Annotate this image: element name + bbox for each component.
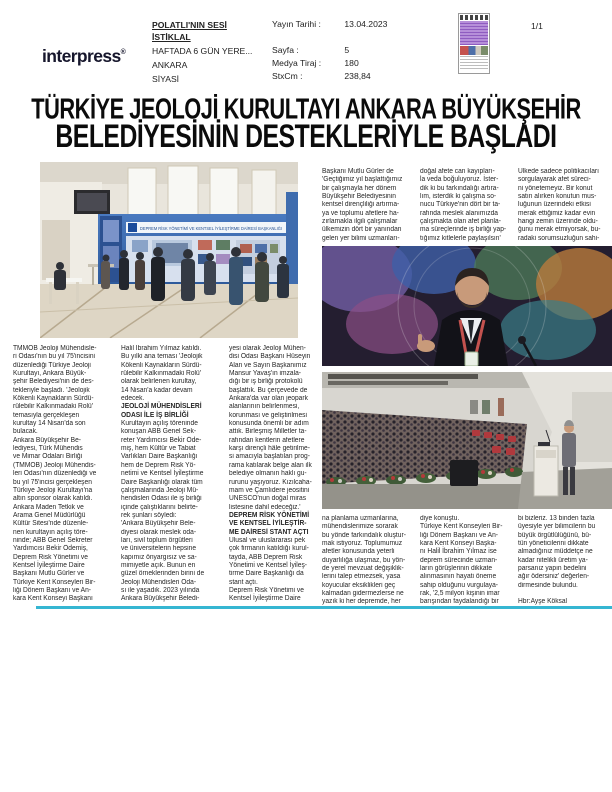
article-line: üyesiyle yer bilimcilerin bu xyxy=(518,523,596,531)
article-line: tığımız kitlelerle paylaşılsın' xyxy=(420,234,501,242)
conference-hall-art xyxy=(322,372,612,509)
article-line: rülebilir Kalkınmadaki Rolü' xyxy=(13,403,94,411)
article-line: Ankara Büyükşehir Beledi- xyxy=(121,595,200,603)
article-line: sorgulayarak afet süreci- xyxy=(518,176,591,184)
article-line: kentsel dirençliliği artırma- xyxy=(322,201,400,209)
registered-mark: ® xyxy=(120,49,126,56)
article-line: kurultay 14 Nisan'da son xyxy=(13,420,86,428)
booth-photo xyxy=(40,162,298,338)
page-thumbnail xyxy=(458,13,490,74)
article-line: VE KENTSEL İYİLEŞTİR- xyxy=(229,520,307,528)
article-line: güzel örneklerinden birini de xyxy=(121,570,205,578)
article-line: tayda, ABB Deprem Risk xyxy=(229,553,303,561)
headline-line1: TÜRKİYE JEOLOJİ KURULTAYI ANKARA BÜYÜKŞEHİR xyxy=(31,93,581,125)
article-line: ve üniversitelerin hepsine xyxy=(121,545,197,553)
article-column-8 xyxy=(420,515,519,608)
article-line: kapımız önyargısız ve sa- xyxy=(121,553,197,561)
article-line: diyesi olarak meslek oda- xyxy=(121,528,197,536)
article-line: ve Mimar Odaları Birliği xyxy=(13,453,83,461)
article-line: nucu Türkiye'nin dört bir ta- xyxy=(420,201,501,209)
article-line: rafında meslek alanımızda xyxy=(420,209,499,217)
article-line: dığı bir iş birliği protokolü xyxy=(229,378,303,386)
article-line: mimiyetle açık. Bunun en xyxy=(121,561,196,569)
article-line: Büyükşehir Belediyesinin xyxy=(322,193,396,201)
article-line: mühendislerimize sorarak xyxy=(322,523,398,531)
meta-stxcm: StxCm : 238,84 xyxy=(272,71,371,81)
article-line: kadar nitelikli üretim ya- xyxy=(518,556,588,564)
article-line: Başkanı Mutlu Gürler ve xyxy=(13,570,85,578)
speaker-portrait-photo xyxy=(322,246,612,366)
article-line: edecek. xyxy=(121,395,145,403)
article-line: stant açtı. xyxy=(229,578,258,586)
article-line: mak istiyoruz. Toplumumuz xyxy=(322,540,403,548)
article-line: Hbr:Ayşe Köksal xyxy=(518,598,568,606)
article-line: Başkanı Mutlu Gürler de xyxy=(322,168,394,175)
article-line: merak ettiğimiz kadar evin xyxy=(518,209,596,217)
article-line: Yardımcısı Bekir Ödemiş, xyxy=(13,545,88,553)
article-line: ya ve toplumu afetlere ha- xyxy=(322,209,399,217)
article-line: satın alırken konutun mus- xyxy=(518,193,597,201)
article-line: sahip olduğunu vurgulaya- xyxy=(420,581,499,589)
article-line: rülebilir Kalkınmadaki Rolü' xyxy=(121,370,202,378)
article-column-4 xyxy=(322,168,421,245)
article-line: Kökenli Kaynakların Sürdü- xyxy=(13,395,94,403)
article-line: DEPREM RİSK YÖNETİMİ xyxy=(229,511,310,519)
article-line: diye konuştu. xyxy=(420,515,460,522)
speaker-portrait-art xyxy=(322,246,612,366)
thumbnail-article-area xyxy=(460,21,488,45)
thumbnail-masthead xyxy=(460,15,488,20)
article-line: ülkemizin dört bir yanından xyxy=(322,226,402,234)
article-line: Ankara Maden Tetkik ve xyxy=(13,503,84,511)
article-line: tekleriyle başladı. 'Jeolojik xyxy=(13,386,90,394)
headline-line2: BELEDİYESİNİN DESTEKLERİYLE BAŞLADI xyxy=(55,119,557,155)
article-line: ma süreçlerinde iş birliği yap- xyxy=(420,226,507,234)
footer-rule xyxy=(36,606,612,609)
article-line: tün yöneticilerini dikkate xyxy=(518,540,589,548)
article-line: kara Kent Konseyi Başka- xyxy=(420,540,497,548)
article-line: 14 Nisan'a kadar devam xyxy=(121,386,193,394)
article-line: Kurultayı, Ankara Büyük- xyxy=(13,370,87,378)
article-column-7 xyxy=(322,515,421,608)
article-line: Arama Genel Müdürlüğü xyxy=(13,511,86,519)
publication-info xyxy=(152,19,264,85)
article-line: Mansur Yavaş'ın imzala- xyxy=(229,370,301,378)
article-line: olarak belirlenen kurultay, xyxy=(121,378,197,386)
article-line: Kentsel İyileştirme Daire xyxy=(13,561,85,569)
article-line: na planlama uzmanlarına, xyxy=(322,515,399,522)
article-line: Kültür Sitesi'nde düzenle- xyxy=(13,520,89,528)
article-line: ağır ödersiniz' değerlen- xyxy=(518,573,590,581)
article-line: kara Kent Konseyi Başkanı xyxy=(13,595,93,603)
article-line: hangi zemin üzerinde oldu- xyxy=(518,218,598,226)
article-line: bir çalışmayla her dönem xyxy=(322,184,397,192)
article-line: temasıyla gerçekleşen xyxy=(13,411,80,419)
article-line: luğunun üzerindeki etkisi xyxy=(518,201,591,209)
publication-city: ANKARA xyxy=(152,60,188,70)
article-line: hendisleri Odası ile iş birliği xyxy=(121,495,202,503)
page-indicator: 1/1 xyxy=(531,21,543,31)
article-line: Alan ve Sayın Başkanımız xyxy=(229,361,307,369)
article-line: Ankara Büyükşehir Be- xyxy=(13,436,82,444)
article-column-5 xyxy=(420,168,519,245)
article-line: başlattık. Bu çerçevede de xyxy=(229,386,308,394)
article-line: netimi ve Kentsel İyileştirme xyxy=(121,470,204,478)
article-column-3 xyxy=(229,345,328,607)
article-line: barışından faydalandığı bir xyxy=(420,598,499,606)
article-line: Ülkede sadece politikacıları xyxy=(518,168,599,175)
article-line: Ulusal ve uluslararası pek xyxy=(229,536,306,544)
article-line: ğunu merak etmiyorsak, bu- xyxy=(518,226,601,234)
article-line: reter Yardımcısı Bekir Öde- xyxy=(121,436,202,444)
article-line: ri Odası'nın bu yıl 75'incisini xyxy=(13,353,96,361)
article-line: dirmesinde bulundu. xyxy=(518,581,578,589)
publication-name-line1: POLATLI'NIN SESİ xyxy=(152,20,227,30)
article-line: leri Odası'nın düzenlediği ve xyxy=(13,470,97,478)
article-line: liği Dönem Başkanı ve An- xyxy=(13,586,92,594)
article-line: konusunda önemli bir adım xyxy=(229,420,309,428)
article-line: Türkiye Kent Konseyleri Bir- xyxy=(13,578,96,586)
article-line: belediye olmanın haklı gu- xyxy=(229,470,307,478)
article-line: rurunu yaşıyoruz. Kızılcaha- xyxy=(229,478,312,486)
article-line: Ankara'da var olan jeopark xyxy=(229,395,308,403)
article-line: ME DAİRESİ STANT AÇTI xyxy=(229,528,309,536)
article-column-9 xyxy=(518,515,612,608)
article-line: koyucular eksiklikleri geç xyxy=(322,581,396,589)
article-line: 'Geçtiğimiz yıl başlattığımız xyxy=(322,176,403,184)
publication-name-line2: İSTİKLAL xyxy=(152,32,191,42)
article-line: nı Halil İbrahim Yılmaz ise xyxy=(420,548,497,556)
article-line: parsanız yapın bedelini xyxy=(518,565,587,573)
article-line: bu yıl 75'incisi gerçekleşen xyxy=(13,478,92,486)
article-line: rafından kentlerin afetlere xyxy=(229,436,305,444)
article-line: ni yönetemeyiz. Bir konut xyxy=(518,184,593,192)
booth-banner-text: DEPREM RİSK YÖNETİMİ VE KENTSEL İYİLEŞTİRME DAİRESİ BAŞKANLIĞI xyxy=(140,226,282,231)
article-line: liği Dönem Başkanı ve An- xyxy=(420,531,499,539)
article-line: doğal afete can kayıpları- xyxy=(420,168,495,175)
article-line: 'Ankara Büyükşehir Bele- xyxy=(121,520,196,528)
thumbnail-photos xyxy=(460,46,488,55)
article-line: si amacıyla başlatılan prog- xyxy=(229,453,310,461)
article-line: Kökenli Kaynakların Sürdü- xyxy=(121,361,202,369)
article-line: alınmasının hayati öneme xyxy=(420,573,497,581)
article-line: çalışmalarında Jeoloji Mü- xyxy=(121,486,199,494)
article-line: miş, hem Kültür ve Tabiat xyxy=(121,445,196,453)
article-line: ninde; ABB Genel Sekreter xyxy=(13,536,93,544)
article-line: çalışmakta olan afet planla- xyxy=(420,218,501,226)
interpress-logo-text: interpress xyxy=(42,46,121,66)
article-line: deprem sürecinde uzman- xyxy=(420,556,498,564)
article-column-6 xyxy=(518,168,612,245)
article-line: zırlamakla ilgili çalışmalar xyxy=(322,218,398,226)
article-line: attık. Birleşmiş Milletler ta- xyxy=(229,428,307,436)
article-line: rama katılarak belge alan ilk xyxy=(229,461,312,469)
article-line: ların görüşlerinin dikkate xyxy=(420,565,493,573)
meta-publish-date: Yayın Tarihi : 13.04.2023 xyxy=(272,19,388,29)
article-line: Bu yılki ana teması 'Jeolojik xyxy=(121,353,203,361)
article-line: Yönetimi ve Kentsel İyileş- xyxy=(229,561,307,569)
article-line: rak, '2,5 milyon kişinin imar xyxy=(420,590,500,598)
conference-hall-photo xyxy=(322,372,612,509)
article-line: düzenlediği Türkiye Jeoloji xyxy=(13,361,91,369)
article-line: konuşan ABB Genel Sek- xyxy=(121,428,197,436)
article-line: şehir Belediyesi'nin de des- xyxy=(13,378,94,386)
article-line: lerini talep etmezsek, yasa xyxy=(322,573,401,581)
article-line: TMMOB Jeoloji Mühendisle- xyxy=(13,345,97,352)
meta-circulation: Medya Tiraj : 180 xyxy=(272,58,359,68)
article-line: lım, isterdik ki çalışma so- xyxy=(420,193,497,201)
article-column-1 xyxy=(13,345,112,607)
article-line: altın sponsor olarak katıldı. xyxy=(13,495,93,503)
article-line: Varlıkları Daire Başkanlığı xyxy=(121,453,198,461)
article-line: yesi olarak Jeoloji Mühen- xyxy=(229,345,306,352)
article-line: gelen yer bilimi uzmanları- xyxy=(322,234,400,242)
article-line: almadığınız müddetçe ne xyxy=(518,548,593,556)
article-line: rek şunları söyledi: xyxy=(121,511,177,519)
article-line: Kentsel İyileştirme Daire xyxy=(229,595,301,603)
article-line: de yerel mevzuat değişiklik- xyxy=(322,565,404,573)
article-line: ODASI İLE İŞ BİRLİĞİ xyxy=(121,411,189,419)
article-line: Jeoloji Mühendisleri Oda- xyxy=(121,578,197,586)
article-column-2 xyxy=(121,345,220,607)
article-line xyxy=(518,590,607,598)
article-line: disi Odası Başkanı Hüseyin xyxy=(229,353,311,361)
publication-frequency: HAFTADA 6 GÜN YERE... xyxy=(152,46,253,56)
article-line: Kurultayın açılış töreninde xyxy=(121,420,198,428)
article-line: nen kurultayın açılış töre- xyxy=(13,528,88,536)
article-line: yazık ki her depremde, her xyxy=(322,598,401,606)
article-line: hem de Deprem Risk Yö- xyxy=(121,461,196,469)
meta-page-number: Sayfa : 5 xyxy=(272,45,350,55)
article-line: duyarlılığa ulaşmaz, bu yön- xyxy=(322,556,406,564)
article-line: listesine dahil edeceğiz.' xyxy=(229,503,301,511)
article-line: korunması ve geliştirilmesi xyxy=(229,411,307,419)
article-line: lediyesi, Türk Mühendis xyxy=(13,445,83,453)
article-line: Türkiye Jeoloji Kurultayı'na xyxy=(13,486,93,494)
article-line: Halil İbrahim Yılmaz katıldı. xyxy=(121,345,202,352)
article-line: tirme Daire Başkanlığı da xyxy=(229,570,304,578)
article-line: bi bizleriz. 13 binden fazla xyxy=(518,515,595,522)
article-line: çok firmanın katıldığı kurul- xyxy=(229,545,309,553)
article-line: (TMMOB) Jeoloji Mühendis- xyxy=(13,461,96,469)
article-line: Türkiye Kent Konseyleri Bir- xyxy=(420,523,503,531)
interpress-logo xyxy=(42,46,126,67)
article-line: Daire Başkanlığı olarak tüm xyxy=(121,478,203,486)
article-line: karşı dirençli hâle getirilme- xyxy=(229,445,310,453)
article-line: Deprem Risk Yönetimi ve xyxy=(229,586,304,594)
publication-genre: SİYASİ xyxy=(152,74,180,84)
article-line: radaki sorumsuzluğun sahi- xyxy=(518,234,600,242)
article-line: dik ki bu farkındalığı artıra- xyxy=(420,184,499,192)
article-line: UNESCO'nun doğal miras xyxy=(229,495,307,503)
article-line: içinde çalıştıklarını belirte- xyxy=(121,503,198,511)
article-line: afetler konusunda yeterli xyxy=(322,548,395,556)
article-line: mam ve Çamlıdere jeositini xyxy=(229,486,310,494)
article-line: sı ile yaşadık. 2023 yılında xyxy=(121,586,200,594)
article-line: JEOLOJİ MÜHENDİSLERİ xyxy=(121,403,202,411)
article-line: bulacak. xyxy=(13,428,38,436)
article-line: kalmadan gidermezlerse ne xyxy=(322,590,404,598)
article-line: büyük örgütlülüğünü, bü- xyxy=(518,531,592,539)
article-line: Deprem Risk Yönetimi ve xyxy=(13,553,88,561)
article-line: alanlarının belirlenmesi, xyxy=(229,403,300,411)
article-line: la veda boğuluyoruz. İster- xyxy=(420,176,499,184)
article-line: ları, sivil toplum örgütleri xyxy=(121,536,193,544)
article-line: bu yönde farkındalık oluştur- xyxy=(322,531,406,539)
booth-photo-art xyxy=(40,162,298,338)
thumbnail-text xyxy=(460,56,488,70)
